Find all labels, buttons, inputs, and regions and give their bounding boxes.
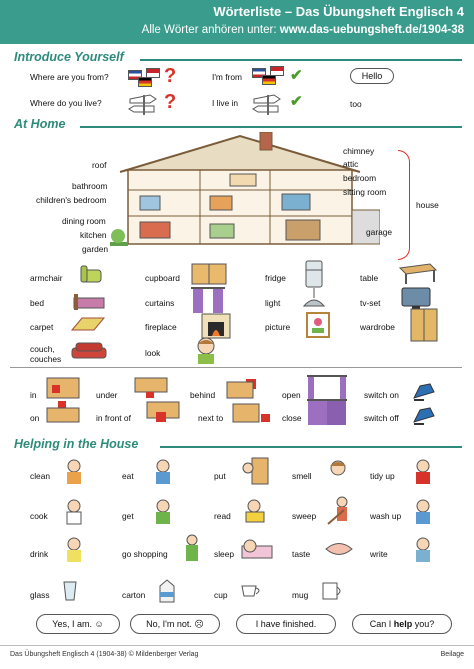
putting-icon (240, 456, 270, 491)
smile-icon: ☺ (94, 619, 104, 629)
section-helping-title: Helping in the House (14, 437, 139, 451)
carpet-icon (70, 314, 106, 339)
label-smell: smell (292, 471, 312, 481)
label-clean: clean (30, 471, 51, 481)
listen-line (142, 24, 464, 36)
label-couch (30, 344, 61, 364)
question-mark-icon: ? (164, 65, 177, 87)
road-sign-icon (128, 93, 160, 120)
label-bed: bed (30, 298, 44, 308)
frown-icon: ☹ (194, 619, 204, 629)
label-dining-room: dining room (62, 216, 106, 226)
label-garden: garden (82, 244, 109, 254)
label-eat: eat (122, 471, 134, 481)
label-sitting-room: sitting room (343, 187, 387, 197)
label-switch-on: switch on (364, 390, 399, 400)
armchair-icon (78, 264, 104, 291)
label-taste: taste (292, 549, 311, 559)
listen-prefix: Alle Wörter anhören unter: (141, 24, 277, 36)
check-icon: ✔ (290, 93, 303, 110)
lamp-on-icon (410, 380, 438, 407)
footer-left: Das Übungsheft Englisch 4 (1904-38) © Mildenberger Verlag (10, 651, 199, 658)
label-sleep: sleep (214, 549, 235, 559)
label-light: light (265, 298, 281, 308)
hello-text: Hello (361, 71, 383, 81)
question-mark-icon: ? (164, 91, 177, 113)
page-header (0, 0, 474, 44)
sleeping-icon (240, 536, 274, 567)
lamp-off-icon (410, 404, 438, 431)
no-text: No, I'm not. (146, 619, 192, 629)
mouth-icon (324, 540, 354, 563)
no-bubble (130, 614, 220, 634)
label-fridge: fridge (265, 273, 286, 283)
yes-text: Yes, I am. (52, 619, 92, 629)
label-look: look (145, 348, 161, 358)
label-carpet: carpet (30, 322, 54, 332)
label-carton: carton (122, 590, 146, 600)
house-bracket (398, 150, 410, 260)
label-read: read (214, 511, 231, 521)
listen-url: www.das-uebungsheft.de/1904-38 (279, 24, 464, 36)
help-pre-text: Can I (369, 619, 392, 629)
cleaning-icon (58, 458, 92, 491)
i-live-in-label: I live in (212, 98, 239, 108)
label-attic: attic (343, 159, 359, 169)
help-bubble (352, 614, 452, 634)
where-live-label: Where do you live? (30, 98, 102, 108)
label-kitchen: kitchen (80, 230, 107, 240)
couches-text: couches (30, 354, 62, 364)
label-go-shopping: go shopping (122, 549, 168, 559)
cooking-icon (58, 498, 92, 531)
couch-text: couch, (30, 344, 55, 354)
label-picture: picture (265, 322, 291, 332)
footer-right: Beilage (440, 651, 464, 658)
sweeping-icon (324, 496, 354, 531)
footer-rule (0, 645, 474, 646)
curtains-closed-icon (306, 398, 348, 431)
yes-bubble (36, 614, 120, 634)
shopping-icon (180, 534, 204, 569)
label-next-to: next to (198, 413, 224, 423)
label-wardrobe: wardrobe (360, 322, 395, 332)
label-get: get (122, 511, 134, 521)
flag-icon (262, 75, 276, 85)
help-bold-text: help (393, 619, 413, 629)
picture-icon (306, 312, 330, 343)
flag-icon (146, 68, 160, 78)
label-glass: glass (30, 590, 50, 600)
road-sign-icon (252, 93, 284, 120)
label-drink: drink (30, 549, 49, 559)
carton-icon (158, 578, 176, 609)
box-next-to-icon (232, 400, 272, 429)
bed-icon (72, 290, 106, 317)
drinking-icon (58, 536, 92, 569)
label-in-front-of: in front of (96, 413, 131, 423)
section-rule (140, 59, 462, 61)
label-garage: garage (366, 227, 393, 237)
flag-icon (138, 77, 152, 87)
glass-icon (62, 580, 78, 607)
wardrobe-icon (410, 308, 438, 347)
box-on-cupboard-icon (46, 400, 80, 429)
label-fireplace: fireplace (145, 322, 177, 332)
tidying-icon (408, 458, 438, 491)
label-armchair: armchair (30, 273, 63, 283)
box-in-front-icon (146, 400, 180, 429)
label-under: under (96, 390, 118, 400)
im-from-label: I'm from (212, 72, 242, 82)
label-in: in (30, 390, 37, 400)
label-house: house (416, 200, 439, 210)
writing-icon (408, 536, 438, 569)
label-cup: cup (214, 590, 228, 600)
label-curtains: curtains (145, 298, 175, 308)
girl-looking-icon (190, 336, 222, 369)
label-write: write (370, 549, 388, 559)
label-put: put (214, 471, 226, 481)
label-childrens-bedroom: children's bedroom (36, 195, 107, 205)
label-roof: roof (92, 160, 107, 170)
section-rule (160, 446, 462, 448)
section-home-title: At Home (14, 117, 66, 131)
washing-up-icon (408, 498, 438, 531)
label-tidy-up: tidy up (370, 471, 395, 481)
label-cook: cook (30, 511, 48, 521)
label-on: on (30, 413, 40, 423)
hello-bubble (350, 68, 394, 84)
label-close: close (282, 413, 302, 423)
getting-icon (148, 498, 178, 531)
label-open: open (282, 390, 301, 400)
flag-icon (270, 66, 284, 76)
label-switch-off: switch off (364, 413, 399, 423)
where-from-label: Where are you from? (30, 72, 109, 82)
label-table: table (360, 273, 379, 283)
mug-icon (320, 580, 344, 607)
help-post-text: you? (414, 619, 435, 629)
too-label: too (350, 99, 362, 109)
couch-icon (70, 340, 108, 367)
divider (10, 367, 462, 368)
page-title: Wörterliste – Das Übungsheft Englisch 4 (213, 4, 464, 19)
label-sweep: sweep (292, 511, 317, 521)
section-rule (80, 126, 462, 128)
label-chimney: chimney (343, 146, 375, 156)
reading-icon (240, 498, 270, 531)
house-illustration (110, 132, 380, 255)
eating-icon (148, 458, 178, 491)
smelling-icon (324, 458, 354, 491)
cup-icon (240, 582, 264, 605)
check-icon: ✔ (290, 67, 303, 84)
section-intro-title: Introduce Yourself (14, 50, 124, 64)
label-wash-up: wash up (370, 511, 402, 521)
label-bathroom: bathroom (72, 181, 108, 191)
finished-text: I have finished. (255, 619, 317, 629)
label-mug: mug (292, 590, 309, 600)
label-tv-set: tv-set (360, 298, 381, 308)
label-behind: behind (190, 390, 216, 400)
label-cupboard: cupboard (145, 273, 180, 283)
label-bedroom: bedroom (343, 173, 377, 183)
finished-bubble (236, 614, 336, 634)
